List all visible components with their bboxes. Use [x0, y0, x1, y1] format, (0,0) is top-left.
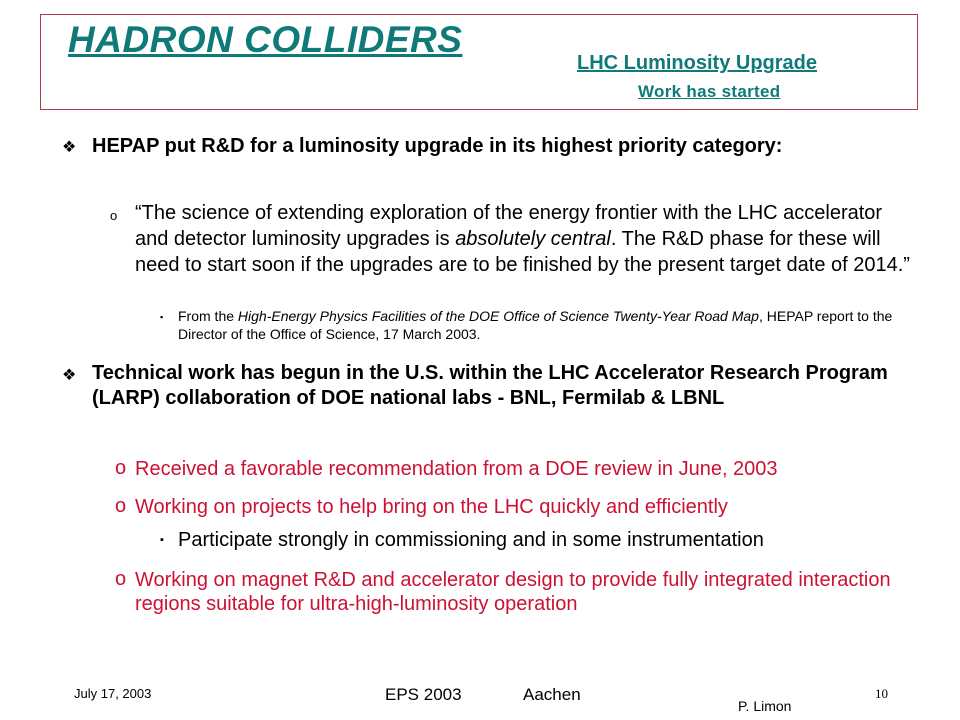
o-bullet-icon: o	[115, 495, 127, 517]
page-subtitle: LHC Luminosity Upgrade	[577, 52, 818, 74]
citation-text	[178, 307, 898, 343]
o-bullet-icon: o	[115, 457, 127, 479]
citation-part-2: , HEPAP report to the Director of the Office of Science, 17 March 2003.	[178, 308, 893, 342]
sub-bullet-magnet: Working on magnet R&D and accelerator design to provide fully integrated interaction regions suitable for ultra-high-luminosity operation	[135, 569, 891, 615]
footer-date: July 17, 2003	[74, 686, 152, 701]
sub-bullet-doe-review: Received a favorable recommendation from a DOE review in June, 2003	[135, 458, 778, 480]
square-bullet-icon: ▪	[160, 312, 164, 322]
diamond-bullet-icon: ❖	[62, 367, 77, 384]
page-number: 10	[875, 686, 888, 701]
quote-text	[135, 200, 915, 278]
sub-sub-bullet-commissioning: Participate strongly in commissioning and in some instrumentation	[178, 529, 764, 551]
citation-part-1: From the	[178, 308, 238, 324]
square-bullet-icon: ▪	[160, 534, 164, 546]
o-bullet-icon: o	[115, 568, 127, 590]
quote-emphasis: absolutely central	[455, 228, 611, 250]
footer-city: Aachen	[523, 685, 581, 704]
page-title: HADRON COLLIDERS	[68, 19, 463, 60]
o-bullet-icon: o	[110, 208, 118, 223]
footer-conference: EPS 2003	[385, 685, 462, 704]
diamond-bullet-icon: ❖	[62, 139, 77, 156]
quote-part-2: . The R&D phase for these will need to start soon if the upgrades are to be finished by the present target date of 2014.”	[135, 228, 910, 276]
footer-author: P. Limon	[738, 698, 792, 714]
sub-bullet-projects: Working on projects to help bring on the LHC quickly and efficiently	[135, 496, 728, 518]
citation-emphasis: High-Energy Physics Facilities of the DOE Office of Science Twenty-Year Road Map	[237, 308, 759, 324]
page-subtitle-2: Work has started	[638, 82, 781, 101]
quote-part-1: “The science of extending exploration of the energy frontier with the LHC accelerator and detector luminosity upgrades is	[135, 202, 883, 250]
bullet-hepap: HEPAP put R&D for a luminosity upgrade in its highest priority category:	[92, 135, 783, 157]
bullet-larp: Technical work has begun in the U.S. within the LHC Accelerator Research Program (LARP) collaboration of DOE national labs - BNL, Fermilab & LBNL	[92, 362, 888, 409]
